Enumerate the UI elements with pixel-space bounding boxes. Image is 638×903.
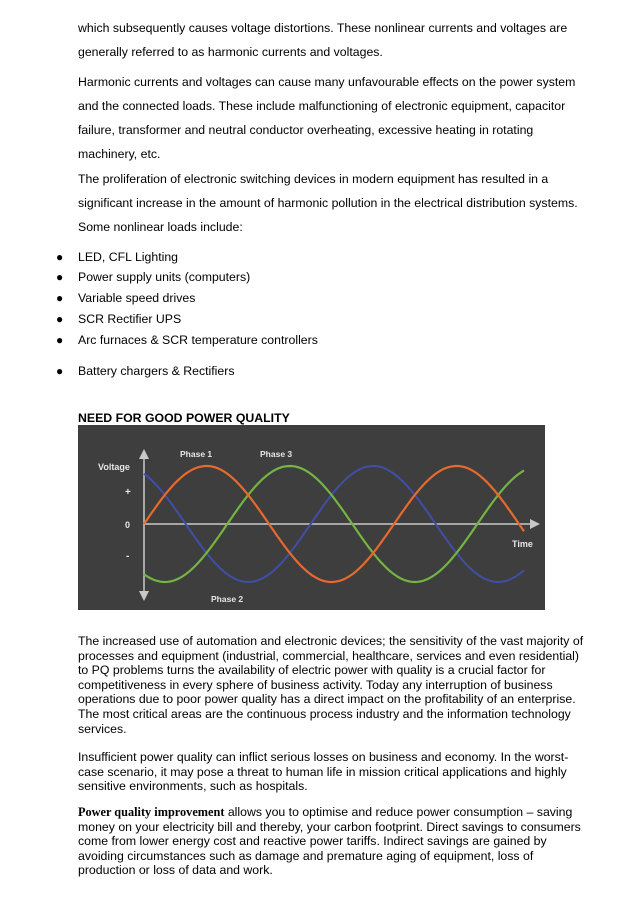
document-page: which subsequently causes voltage distortions. These nonlinear currents and voltages are generally referred to as harmonic currents and voltages. Harmonic currents and voltages can cause many unfavourable effects on the power system and the connected loads. These include malfunctioning of electronic equipment, capacitor failure, transformer and neutral conductor overheating, excessive heating in rotating machinery, etc. The proliferation of electronic switching devices in modern equipment has resulted in a significant increase in the amount of harmonic pollution in the electrical distribution systems. Some nonlinear loads include: ● LED, CFL Lighting ● Power supply units (computers) ● Variable speed drives ● SCR Rectifier UPS ● Arc furnaces & SCR temperature controllers ● Battery chargers & Rectifiers NEED FOR GOOD POWER QUALITY Voltage + 0 - Time Phase 1 Phase 3 Phase 2 The increased use of automation and electronic devices; the sensitivity of the vast majority of processes and equipment (industrial, commercial, healthcare, services and even residential) to PQ problems turns the availability of electric power with quality is a crucial factor for competitiveness in every sphere of business activity. Today any interruption of business operations due to poor power quality has a direct impact on the profitability of an enterprise. The most critical areas are the continuous process industry and the information technology services. Insufficient power quality can inflict serious losses on business and economy. In the worst-case scenario, it may pose a threat to human life in mission critical applications and highly sensitive environments, such as hospitals. Power quality improvement allows you to optimise and reduce power consumption – saving money on your electricity bill and thereby, your carbon footprint. Direct savings to consumers come from lower energy cost and reactive power tariffs. Indirect savings are gained by avoiding circumstances such as damage and premature aging of equipment, loss of production or loss of data and work. bbox=[0, 0, 638, 903]
paragraph-power-quality-improvement bbox=[78, 805, 584, 878]
bullet-dot-icon: ● bbox=[56, 364, 64, 378]
phase-2-label: Phase 2 bbox=[211, 594, 244, 604]
section-heading: NEED FOR GOOD POWER QUALITY bbox=[78, 411, 290, 425]
paragraph-lead-bold: Power quality improvement bbox=[78, 805, 225, 819]
paragraph-insufficient-quality: Insufficient power quality can inflict serious losses on business and economy. In the worst-case scenario, it may pose a threat to human life in mission critical applications and highly sensitive environments, such as hospitals. bbox=[78, 750, 569, 794]
paragraph-harmonic-effects: Harmonic currents and voltages can cause many unfavourable effects on the power system and the connected loads. These include malfunctioning of electronic equipment, capacitor failure, transformer and neutral conductor overheating, excessive heating in rotating machinery, etc. bbox=[78, 75, 576, 161]
minus-label: - bbox=[126, 551, 130, 562]
three-phase-waveform-svg bbox=[78, 425, 545, 610]
axis-arrow-right-icon bbox=[530, 519, 540, 529]
paragraph-automation-sensitivity: The increased use of automation and electronic devices; the sensitivity of the vast majority of processes and equipment (industrial, commercial, healthcare, services and even residential) to PQ problems turns the availability of electric power with quality is a crucial factor for competitiveness in every sphere of business activity. Today any interruption of business operations due to poor power quality has a direct impact on the profitability of an enterprise. The most critical areas are the continuous process industry and the information technology services. bbox=[78, 634, 584, 736]
bullet-dot-icon: ● bbox=[56, 250, 64, 264]
paragraph-rest: allows you to optimise and reduce power consumption – saving money on your electricity bill and thereby, your carbon footprint. Direct savings to consumers come from lower energy cost and reactive power tariffs. Indirect savings are gained by avoiding circumstances such as damage and premature aging of equipment, loss of production or loss of data and work. bbox=[78, 805, 581, 878]
phase-3-label: Phase 3 bbox=[260, 449, 293, 459]
phase-1-label: Phase 1 bbox=[180, 449, 213, 459]
paragraph-voltage-distortions: which subsequently causes voltage distortions. These nonlinear currents and voltages are generally referred to as harmonic currents and voltages. bbox=[78, 21, 568, 59]
bullet-dot-icon: ● bbox=[56, 270, 64, 284]
voltage-axis-label: Voltage bbox=[98, 462, 130, 472]
bullet-dot-icon: ● bbox=[56, 333, 64, 347]
paragraph-nonlinear-loads: The proliferation of electronic switching devices in modern equipment has resulted in a significant increase in the amount of harmonic pollution in the electrical distribution systems. Some nonlinear loads include: bbox=[78, 172, 578, 234]
bullet-dot-icon: ● bbox=[56, 312, 64, 326]
axis-arrow-down-icon bbox=[139, 591, 149, 601]
time-axis-label: Time bbox=[512, 539, 533, 549]
bullet-dot-icon: ● bbox=[56, 291, 64, 305]
three-phase-diagram bbox=[78, 425, 545, 610]
axis-arrow-up-icon bbox=[139, 449, 149, 459]
plus-label: + bbox=[125, 487, 131, 498]
zero-label: 0 bbox=[125, 520, 131, 530]
